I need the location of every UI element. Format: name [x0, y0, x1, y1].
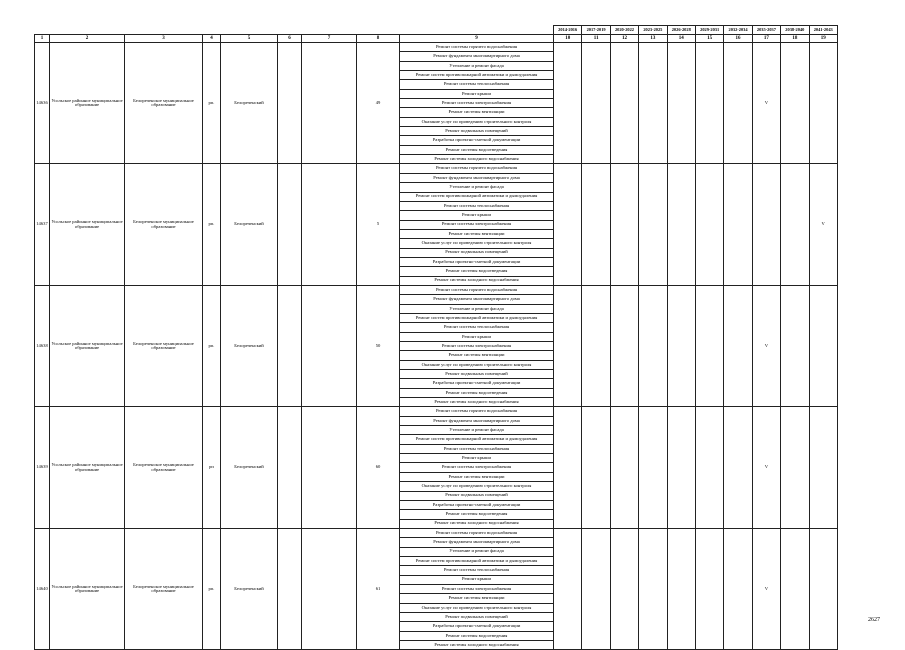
- work-type: Ремонт системы холодного водоснабжения: [400, 276, 554, 285]
- locality-type: рп.: [203, 285, 221, 406]
- work-type: Ремонт фундамента многоквартирного дома: [400, 538, 554, 547]
- locality-name: Белореченский: [221, 164, 278, 285]
- period-header-blank: [278, 26, 302, 35]
- work-type: Ремонт систем противопожарной автоматики и дымоудаления: [400, 435, 554, 444]
- period-mark: V: [752, 528, 780, 649]
- period-cell: [724, 528, 752, 649]
- period-cell: [695, 407, 723, 528]
- period-cell: [582, 164, 610, 285]
- capital-repair-table: [34, 25, 838, 650]
- work-type: Утепление и ремонт фасада: [400, 547, 554, 556]
- record-id: 14640: [35, 528, 50, 649]
- column-number-cell: 10: [554, 35, 582, 43]
- municipality: Белореченское муниципальное образование: [125, 407, 203, 528]
- house-number: 50: [357, 285, 400, 406]
- period-header-row: [35, 26, 838, 35]
- period-header-blank: [50, 26, 125, 35]
- work-type: Ремонт системы теплоснабжения: [400, 201, 554, 210]
- work-type: Разработка проектно-сметной документации: [400, 379, 554, 388]
- period-cell: [781, 407, 809, 528]
- period-cell: [695, 285, 723, 406]
- street-cell: [278, 528, 302, 649]
- work-type: Ремонт системы водоотведения: [400, 631, 554, 640]
- column-number-cell: 9: [400, 35, 554, 43]
- work-type: Ремонт крыши: [400, 332, 554, 341]
- work-type: Ремонт подвальных помещений: [400, 248, 554, 257]
- work-type: Ремонт систем противопожарной автоматики и дымоудаления: [400, 313, 554, 322]
- column-number-cell: 18: [781, 35, 809, 43]
- work-type: Оказание услуг по проведению строительного контроля: [400, 360, 554, 369]
- table-row: [35, 285, 838, 294]
- period-cell: [610, 43, 638, 164]
- period-cell: [809, 43, 837, 164]
- work-type: Ремонт системы водоотведения: [400, 145, 554, 154]
- work-type: Оказание услуг по проведению строительного контроля: [400, 482, 554, 491]
- empty-cell: [302, 285, 357, 406]
- work-type: Разработка проектно-сметной документации: [400, 136, 554, 145]
- period-cell: [695, 528, 723, 649]
- house-number: 5: [357, 164, 400, 285]
- period-cell: [554, 43, 582, 164]
- period-mark: V: [752, 285, 780, 406]
- period-cell: [554, 407, 582, 528]
- period-cell: [809, 285, 837, 406]
- empty-cell: [302, 43, 357, 164]
- period-cell: [781, 164, 809, 285]
- period-cell: [554, 285, 582, 406]
- record-id: 14637: [35, 164, 50, 285]
- period-cell: [809, 407, 837, 528]
- work-type: Ремонт системы вентиляции: [400, 594, 554, 603]
- locality-name: Белореченский: [221, 528, 278, 649]
- work-type: Ремонт системы горячего водоснабжения: [400, 43, 554, 52]
- work-type: Ремонт системы вентиляции: [400, 351, 554, 360]
- work-type: Утепление и ремонт фасада: [400, 304, 554, 313]
- work-type: Ремонт системы вентиляции: [400, 108, 554, 117]
- settlement-type: Усольское районное муниципальное образование: [50, 43, 125, 164]
- locality-type: рп.: [203, 43, 221, 164]
- work-type: Ремонт системы холодного водоснабжения: [400, 519, 554, 528]
- column-number-cell: 17: [752, 35, 780, 43]
- period-header-blank: [125, 26, 203, 35]
- work-type: Ремонт крыши: [400, 89, 554, 98]
- work-type: Разработка проектно-сметной документации: [400, 257, 554, 266]
- period-cell: [667, 285, 695, 406]
- locality-type: рп.: [203, 164, 221, 285]
- locality-name: Белореченский: [221, 43, 278, 164]
- work-type: Ремонт крыши: [400, 211, 554, 220]
- period-cell: [752, 164, 780, 285]
- table-row: [35, 407, 838, 416]
- settlement-type: Усольское районное муниципальное образование: [50, 164, 125, 285]
- period-mark: V: [752, 407, 780, 528]
- period-header-blank: [400, 26, 554, 35]
- work-type: Ремонт системы вентиляции: [400, 229, 554, 238]
- work-type: Ремонт системы холодного водоснабжения: [400, 155, 554, 164]
- work-type: Ремонт системы теплоснабжения: [400, 80, 554, 89]
- work-type: Ремонт системы холодного водоснабжения: [400, 398, 554, 407]
- period-cell: [639, 528, 667, 649]
- work-type: Ремонт системы горячего водоснабжения: [400, 164, 554, 173]
- work-type: Ремонт крыши: [400, 454, 554, 463]
- period-header-cell: 2032-2034: [724, 26, 752, 35]
- work-type: Ремонт системы теплоснабжения: [400, 444, 554, 453]
- period-header-blank: [302, 26, 357, 35]
- settlement-type: Усольское районное муниципальное образование: [50, 407, 125, 528]
- settlement-type: Усольское районное муниципальное образование: [50, 528, 125, 649]
- column-number-cell: 1: [35, 35, 50, 43]
- locality-type: рп: [203, 407, 221, 528]
- record-id: 14639: [35, 407, 50, 528]
- column-number-cell: 16: [724, 35, 752, 43]
- work-type: Ремонт систем противопожарной автоматики и дымоудаления: [400, 556, 554, 565]
- period-cell: [667, 528, 695, 649]
- municipality: Белореченское муниципальное образование: [125, 164, 203, 285]
- work-type: Утепление и ремонт фасада: [400, 61, 554, 70]
- column-number-cell: 6: [278, 35, 302, 43]
- period-header-blank: [35, 26, 50, 35]
- column-number-cell: 8: [357, 35, 400, 43]
- period-header-cell: 2014-2016: [554, 26, 582, 35]
- period-cell: [610, 528, 638, 649]
- street-cell: [278, 285, 302, 406]
- work-type: Ремонт системы электроснабжения: [400, 220, 554, 229]
- period-cell: [667, 407, 695, 528]
- period-cell: [582, 43, 610, 164]
- period-cell: [781, 43, 809, 164]
- table-row: [35, 164, 838, 173]
- work-type: Оказание услуг по проведению строительного контроля: [400, 117, 554, 126]
- locality-name: Белореченский: [221, 285, 278, 406]
- period-cell: [582, 285, 610, 406]
- house-number: 61: [357, 528, 400, 649]
- work-type: Ремонт фундамента многоквартирного дома: [400, 295, 554, 304]
- period-mark: V: [752, 43, 780, 164]
- work-type: Ремонт системы водоотведения: [400, 388, 554, 397]
- column-number-cell: 3: [125, 35, 203, 43]
- column-number-row: [35, 35, 838, 43]
- locality-name: Белореченский: [221, 407, 278, 528]
- work-type: Ремонт системы горячего водоснабжения: [400, 528, 554, 537]
- period-header-cell: 2026-2028: [667, 26, 695, 35]
- record-id: 14636: [35, 43, 50, 164]
- work-type: Ремонт фундамента многоквартирного дома: [400, 173, 554, 182]
- work-type: Ремонт системы горячего водоснабжения: [400, 285, 554, 294]
- work-type: Ремонт подвальных помещений: [400, 370, 554, 379]
- work-type: Ремонт системы теплоснабжения: [400, 323, 554, 332]
- house-number: 49: [357, 43, 400, 164]
- column-number-cell: 2: [50, 35, 125, 43]
- column-number-cell: 7: [302, 35, 357, 43]
- period-cell: [809, 528, 837, 649]
- work-type: Утепление и ремонт фасада: [400, 183, 554, 192]
- work-type: Ремонт подвальных помещений: [400, 491, 554, 500]
- column-number-cell: 19: [809, 35, 837, 43]
- period-cell: [554, 528, 582, 649]
- period-cell: [639, 43, 667, 164]
- empty-cell: [302, 528, 357, 649]
- table-row: [35, 43, 838, 52]
- period-header-blank: [357, 26, 400, 35]
- street-cell: [278, 407, 302, 528]
- period-cell: [695, 43, 723, 164]
- page-number: 2627: [868, 617, 880, 623]
- period-cell: [554, 164, 582, 285]
- period-header-blank: [221, 26, 278, 35]
- work-type: Ремонт системы электроснабжения: [400, 99, 554, 108]
- municipality: Белореченское муниципальное образование: [125, 285, 203, 406]
- work-type: Утепление и ремонт фасада: [400, 426, 554, 435]
- period-cell: [610, 164, 638, 285]
- work-type: Ремонт системы электроснабжения: [400, 584, 554, 593]
- period-cell: [667, 43, 695, 164]
- street-cell: [278, 164, 302, 285]
- work-type: Разработка проектно-сметной документации: [400, 500, 554, 509]
- period-mark: V: [809, 164, 837, 285]
- work-type: Ремонт системы горячего водоснабжения: [400, 407, 554, 416]
- period-cell: [639, 407, 667, 528]
- work-type: Ремонт подвальных помещений: [400, 612, 554, 621]
- period-cell: [610, 407, 638, 528]
- period-cell: [724, 43, 752, 164]
- work-type: Ремонт крыши: [400, 575, 554, 584]
- municipality: Белореченское муниципальное образование: [125, 528, 203, 649]
- period-cell: [582, 407, 610, 528]
- work-type: Разработка проектно-сметной документации: [400, 622, 554, 631]
- empty-cell: [302, 164, 357, 285]
- period-header-cell: 2038-2040: [781, 26, 809, 35]
- column-number-cell: 14: [667, 35, 695, 43]
- period-cell: [582, 528, 610, 649]
- settlement-type: Усольское районное муниципальное образование: [50, 285, 125, 406]
- work-type: Ремонт системы водоотведения: [400, 510, 554, 519]
- period-cell: [724, 407, 752, 528]
- work-type: Ремонт систем противопожарной автоматики и дымоудаления: [400, 71, 554, 80]
- municipality: Белореченское муниципальное образование: [125, 43, 203, 164]
- table-row: [35, 528, 838, 537]
- work-type: Ремонт фундамента многоквартирного дома: [400, 416, 554, 425]
- work-type: Ремонт системы холодного водоснабжения: [400, 641, 554, 650]
- empty-cell: [302, 407, 357, 528]
- period-cell: [695, 164, 723, 285]
- work-type: Ремонт подвальных помещений: [400, 127, 554, 136]
- period-header-blank: [203, 26, 221, 35]
- period-cell: [724, 164, 752, 285]
- period-cell: [639, 164, 667, 285]
- record-id: 14638: [35, 285, 50, 406]
- period-header-cell: 2023-2025: [639, 26, 667, 35]
- work-type: Ремонт системы электроснабжения: [400, 463, 554, 472]
- period-header-cell: 2029-2031: [695, 26, 723, 35]
- work-type: Ремонт системы теплоснабжения: [400, 566, 554, 575]
- period-cell: [781, 285, 809, 406]
- period-cell: [667, 164, 695, 285]
- work-type: Ремонт фундамента многоквартирного дома: [400, 52, 554, 61]
- period-header-cell: 2017-2019: [582, 26, 610, 35]
- column-number-cell: 12: [610, 35, 638, 43]
- column-number-cell: 11: [582, 35, 610, 43]
- work-type: Ремонт системы вентиляции: [400, 472, 554, 481]
- work-type: Ремонт системы водоотведения: [400, 267, 554, 276]
- locality-type: рп.: [203, 528, 221, 649]
- house-number: 60: [357, 407, 400, 528]
- column-number-cell: 4: [203, 35, 221, 43]
- work-type: Оказание услуг по проведению строительного контроля: [400, 603, 554, 612]
- period-cell: [639, 285, 667, 406]
- period-cell: [781, 528, 809, 649]
- street-cell: [278, 43, 302, 164]
- column-number-cell: 13: [639, 35, 667, 43]
- work-type: Ремонт систем противопожарной автоматики и дымоудаления: [400, 192, 554, 201]
- period-cell: [724, 285, 752, 406]
- period-cell: [610, 285, 638, 406]
- column-number-cell: 15: [695, 35, 723, 43]
- work-type: Ремонт системы электроснабжения: [400, 342, 554, 351]
- period-header-cell: 2041-2043: [809, 26, 837, 35]
- column-number-cell: 5: [221, 35, 278, 43]
- period-header-cell: 2020-2022: [610, 26, 638, 35]
- work-type: Оказание услуг по проведению строительного контроля: [400, 239, 554, 248]
- period-header-cell: 2035-2037: [752, 26, 780, 35]
